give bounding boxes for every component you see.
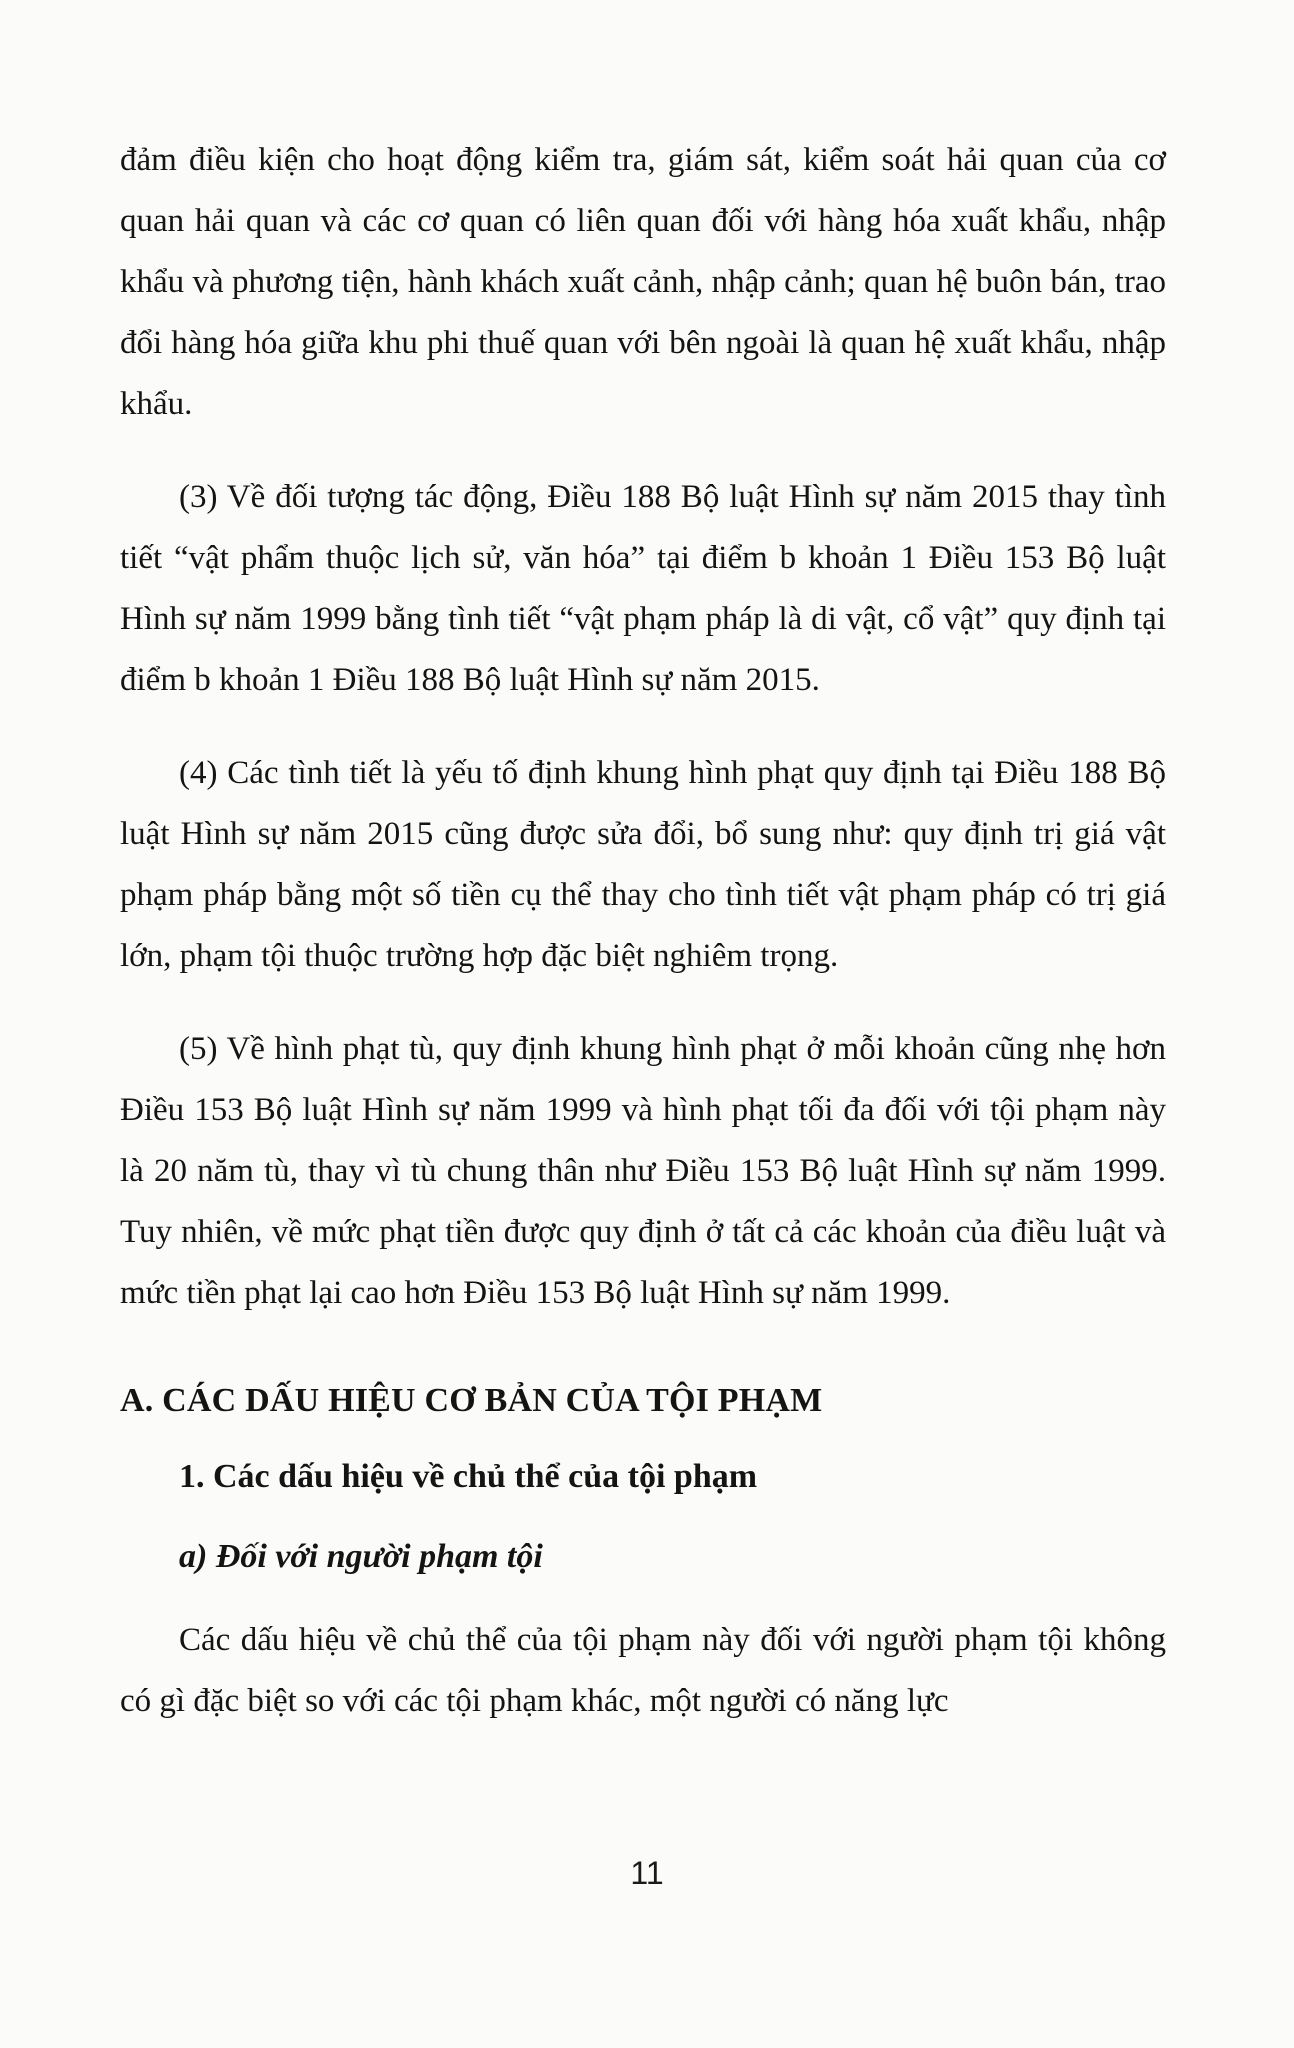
subsection-heading: 1. Các dấu hiệu về chủ thể của tội phạm [179,1458,758,1495]
paragraph-subject-signs: Các dấu hiệu về chủ thể của tội phạm này đối với người phạm tội không có gì đặc biệt so với các tội phạm khác, một người có năng lực [120,1622,1166,1719]
paragraph-5-penalty: (5) Về hình phạt tù, quy định khung hình phạt ở mỗi khoản cũng nhẹ hơn Điều 153 Bộ luật Hình sự năm 1999 và hình phạt tối đa đối với tội phạm này là 20 năm tù, thay vì tù chung thân như Điều 153 Bộ luật Hình sự năm 1999. Tuy nhiên, về mức phạt tiền được quy định ở tất cả các khoản của điều luật và mức tiền phạt lại cao hơn Điều 153 Bộ luật Hình sự năm 1999. [120,1031,1166,1311]
paragraph-3-object: (3) Về đối tượng tác động, Điều 188 Bộ luật Hình sự năm 2015 thay tình tiết “vật phẩm thuộc lịch sử, văn hóa” tại điểm b khoản 1 Điều 153 Bộ luật Hình sự năm 1999 bằng tình tiết “vật phạm pháp là di vật, cổ vật” quy định tại điểm b khoản 1 Điều 188 Bộ luật Hình sự năm 2015. [120,479,1166,698]
page-number: 11 [630,1855,664,1891]
section-heading: A. CÁC DẤU HIỆU CƠ BẢN CỦA TỘI PHẠM [120,1382,823,1419]
sub-subsection-heading: a) Đối với người phạm tội [179,1538,543,1575]
body-text [120,130,1166,1732]
paragraph-4-circumstances: (4) Các tình tiết là yếu tố định khung hình phạt quy định tại Điều 188 Bộ luật Hình sự năm 2015 cũng được sửa đổi, bổ sung như: quy định trị giá vật phạm pháp bằng một số tiền cụ thể thay cho tình tiết vật phạm pháp có trị giá lớn, phạm tội thuộc trường hợp đặc biệt nghiêm trọng. [120,755,1166,974]
paragraph-continuation: đảm điều kiện cho hoạt động kiểm tra, giám sát, kiểm soát hải quan của cơ quan hải quan và các cơ quan có liên quan đối với hàng hóa xuất khẩu, nhập khẩu và phương tiện, hành khách xuất cảnh, nhập cảnh; quan hệ buôn bán, trao đổi hàng hóa giữa khu phi thuế quan với bên ngoài là quan hệ xuất khẩu, nhập khẩu. [120,142,1166,422]
